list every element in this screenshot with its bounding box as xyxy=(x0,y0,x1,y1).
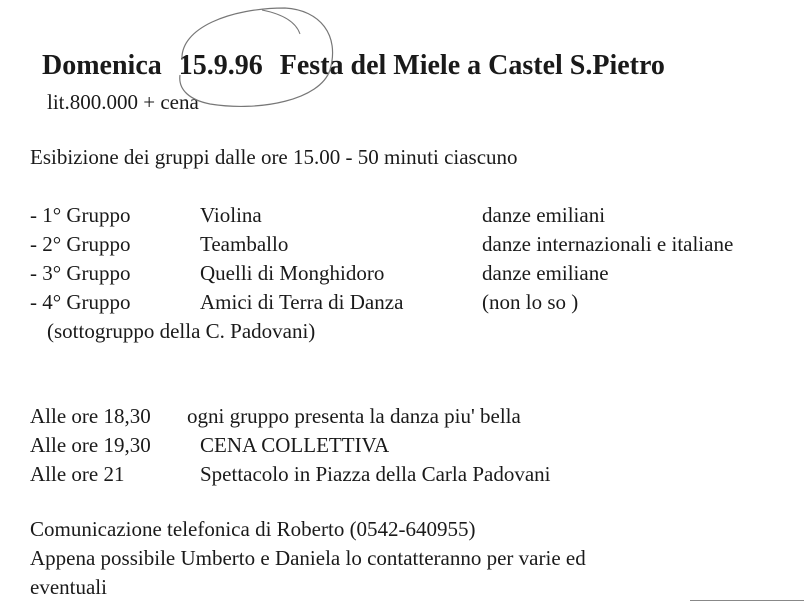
group-style: (non lo so ) xyxy=(482,290,579,314)
page-title xyxy=(42,50,665,82)
group-style: danze internazionali e italiane xyxy=(482,232,734,256)
scan-artifact-line xyxy=(690,600,804,601)
title-day: Domenica xyxy=(42,50,162,81)
contact-line: eventuali xyxy=(30,575,107,599)
contact-line: Comunicazione telefonica di Roberto (0542-640955) xyxy=(30,517,476,541)
group-note: (sottogruppo della C. Padovani) xyxy=(47,319,316,343)
group-style: danze emiliani xyxy=(482,203,606,227)
schedule-time: Alle ore 19,30 xyxy=(30,433,151,457)
schedule-time: Alle ore 18,30 xyxy=(30,404,151,428)
pen-stroke xyxy=(262,10,300,34)
schedule-activity: ogni gruppo presenta la danza piu' bella xyxy=(187,404,521,428)
schedule-time: Alle ore 21 xyxy=(30,462,125,486)
group-number: - 4° Gruppo xyxy=(30,290,131,314)
group-name: Violina xyxy=(200,203,262,227)
group-style: danze emiliane xyxy=(482,261,609,285)
group-name: Amici di Terra di Danza xyxy=(200,290,404,314)
group-name: Quelli di Monghidoro xyxy=(200,261,385,285)
title-date: 15.9.96 xyxy=(178,50,263,81)
group-name: Teamballo xyxy=(200,232,289,256)
intro-line: Esibizione dei gruppi dalle ore 15.00 - 50 minuti ciascuno xyxy=(30,145,518,169)
schedule-activity: CENA COLLETTIVA xyxy=(200,433,390,457)
group-number: - 3° Gruppo xyxy=(30,261,131,285)
group-number: - 2° Gruppo xyxy=(30,232,131,256)
group-number: - 1° Gruppo xyxy=(30,203,131,227)
price-line: lit.800.000 + cena xyxy=(47,90,199,114)
schedule-activity: Spettacolo in Piazza della Carla Padovani xyxy=(200,462,551,486)
contact-line: Appena possibile Umberto e Daniela lo contatteranno per varie ed xyxy=(30,546,586,570)
title-event: Festa del Miele a Castel S.Pietro xyxy=(279,50,665,81)
